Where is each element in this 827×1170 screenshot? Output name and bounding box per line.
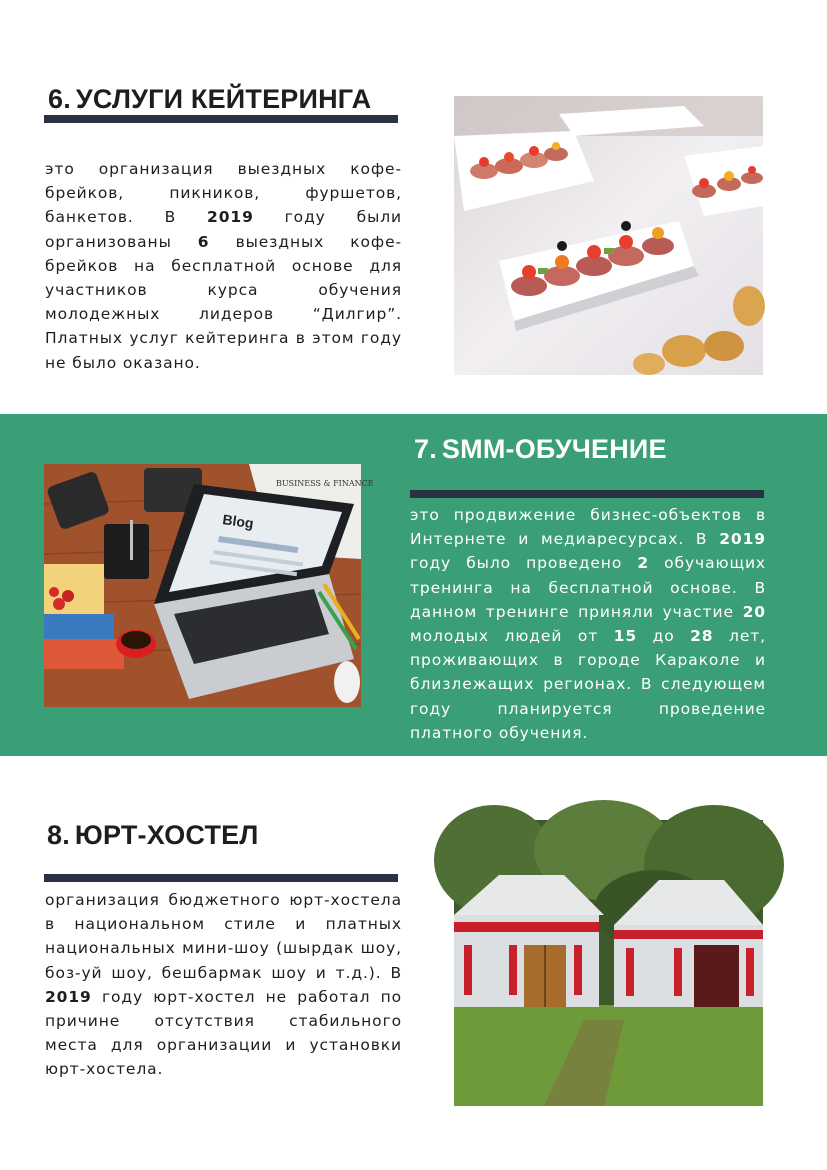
section-6-underline [44,115,398,123]
newspaper-title: BUSINESS & FINANCE [276,479,374,488]
section-8-text: организация бюджетного юрт-хостела в национальном стиле и платных национальных мини-шоу (шырдак шоу, боз-уй шоу, бешбармак шоу и т.д.). В 2019 году юрт-хостел не работал по причине отсутствия стабильного места для организации и установки юрт-хостела. [45,891,402,1079]
section-8-title: ЮРТ-ХОСТЕЛ [74,820,259,850]
catering-photo [454,96,763,375]
section-8-heading [47,820,259,851]
section-7-text: это продвижение бизнес-объектов в Интернете и медиаресурсах. В 2019 году было проведено 2 обучающих тренинга на бесплатной основе. В данном тренинге приняли участие 20 молодых людей от 15 до 28 лет, проживающих в городе Караколе и близлежащих регионах. В следующем году планируется проведение платного обучения. [410,506,767,742]
section-8-number: 8. [47,820,70,850]
section-7-number: 7. [414,434,437,464]
section-7-underline [410,490,764,498]
section-7-title-b: -ОБУЧЕНИЕ [505,434,667,464]
yurt-photo [454,820,763,1106]
section-6-number: 6. [48,84,71,114]
section-6-text: это организация выездных кофе-брейков, пикников, фуршетов, банкетов. В 2019 году были организованы 6 выездных кофе-брейков на бесплатной основе для участников курса обучения молодежных лидеров “Дилгир”. Платных услуг кейтеринга в этом году не было оказано. [45,160,402,372]
smm-section-band [0,414,827,756]
section-6-title: УСЛУГИ КЕЙТЕРИНГА [75,84,372,114]
section-7-heading [414,434,667,465]
laptop-desk-photo [44,464,374,707]
section-6-heading [48,84,371,115]
section-8-underline [44,874,398,882]
laptop-screen-title: Blog [221,511,255,532]
section-7-title-a: SMM [441,434,506,464]
